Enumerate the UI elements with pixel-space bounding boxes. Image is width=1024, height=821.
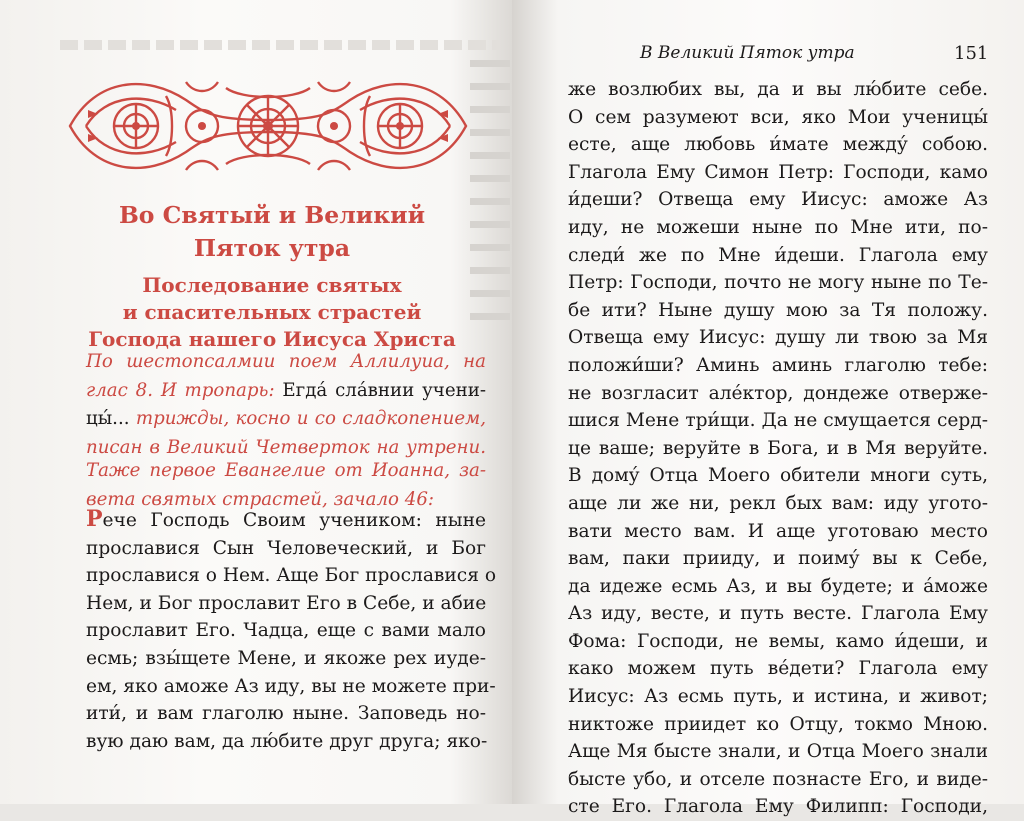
rubric-line: вета святых страстей, зачало 46:	[86, 488, 435, 510]
rubric-line: Таже первое Евангелие от Иоанна, за-	[86, 460, 486, 481]
text-line: есмь; взы́щете Мене, и якоже рех иуде-	[86, 647, 486, 669]
rubric-line	[86, 405, 486, 434]
text-line: прославися Сын Человеческий, и Бог	[86, 537, 486, 559]
rubric-line	[86, 377, 486, 406]
text-line: никтоже приидет ко Отцу, токмо Мною.	[568, 713, 988, 735]
title-line: Пяток утра	[193, 234, 351, 262]
rubric-line: По шестопсалмии поем Аллилуиа, на	[86, 351, 486, 372]
text-line: сте Его. Глагола Ему Филипп: Господи,	[568, 796, 988, 818]
title-line: Во Святый и Великий	[118, 201, 426, 229]
text-line: О сем разумеют вси, яко Мои ученицы́	[568, 106, 988, 128]
text-line: бе ити? Ныне душу мою за Тя положу.	[568, 299, 988, 321]
text-line: же возлюбих вы, да и вы лю́бите себе.	[568, 79, 988, 100]
text-line: Глагола Ему Симон Петр: Господи, камо	[568, 161, 988, 183]
text-line: Петр: Господи, почто не могу ныне по Те-	[568, 272, 988, 294]
text-line: Фома: Господи, не вемы, камо и́дeши, и	[568, 630, 988, 652]
text-line	[86, 506, 486, 535]
text-line: да идеже есмь Аз, и вы будете; и а́може	[568, 575, 988, 597]
text-line: В дому́ Отца Моего обители многи суть,	[568, 465, 988, 487]
text-line: Аще Мя бысте знали, и Отца Моего знали	[568, 741, 988, 763]
text-line: иду, не можеши ныне по Мне ити, по-	[568, 216, 988, 238]
text-line: ити́, и вам глаголю ныне. Заповедь но-	[86, 703, 486, 725]
page-subtitle	[62, 272, 482, 353]
troparion-incipit: Егда́ сла́внии учени-	[282, 379, 486, 401]
text-line: како можем путь ве́дети? Глагола ему	[568, 658, 988, 680]
text-line: шися Мене три́щи. Да не смущается серд-	[568, 410, 988, 432]
left-page	[0, 0, 512, 804]
text-line: вам, паки прииду, и поиму́ вы к Себе,	[568, 548, 988, 570]
text-line: це ваше; веруйте в Бога, и в Мя веруйте.	[568, 437, 988, 459]
text-line: вую даю вам, да лю́бите друг друга; яко-	[86, 730, 488, 752]
text-line: Нем, и Бог прославит Его в Себе, и абие	[86, 592, 487, 614]
text-line: прославит Его. Чадца, еще с вами мало	[86, 620, 486, 642]
text-line: аще ли же ни, рекл бых вам: иду угото-	[568, 492, 988, 514]
text-fragment: ече Господь Своим учеником: ныне	[102, 510, 486, 531]
troparion-incipit: цы́...	[86, 408, 130, 430]
text-line: Отвеща ему Иисус: душу ли твою за Мя	[568, 327, 988, 349]
subtitle-line: Последование святых	[142, 273, 402, 297]
text-line: есте, аще любовь и́мате между́ собою.	[568, 134, 988, 156]
text-line: вати место вам. И аще уготоваю место	[568, 520, 988, 542]
rubric-text: трижды, косно и со сладкопением,	[129, 408, 486, 430]
rubric-text: глас 8. И тропарь:	[86, 379, 283, 401]
subtitle-line: и спасительных страстей	[122, 300, 422, 324]
text-line: не возгласит але́ктор, дондеже отверже-	[568, 382, 988, 404]
gospel-text-left	[86, 506, 497, 755]
text-line: Иисус: Аз есмь путь, и истина, и живот;	[568, 686, 988, 708]
gospel-text-right	[568, 76, 988, 821]
text-line: бысте убо, и отселе познасте Его, и виде-	[568, 768, 988, 790]
rubric-troparion	[86, 348, 486, 462]
text-line: Аз иду, весте, и путь весте. Глагола Ему	[568, 603, 988, 625]
text-line: следи́ же по Мне и́дeши. Глагола ему	[568, 244, 988, 266]
page-number: 151	[954, 43, 989, 64]
text-line: положи́ши? Аминь аминь глаголю тебе:	[568, 354, 988, 376]
text-line: и́дeши? Отвеща ему Иисус: аможе Аз	[568, 189, 988, 211]
page-title	[62, 199, 482, 265]
text-line: прославися о Нем. Аще Бог прославися о	[86, 565, 497, 587]
drop-cap: Р	[86, 506, 103, 532]
decorative-headpiece-icon	[66, 70, 470, 182]
subtitle-line: Господа нашего Иисуса Христа	[88, 327, 456, 351]
bleed-through-header	[60, 40, 500, 50]
rubric-line: писан в Великий Четверток на утрени.	[86, 436, 486, 458]
text-line: ем, яко аможе Аз иду, вы не можете при-	[86, 675, 496, 697]
running-head: В Великий Пяток утра	[640, 43, 855, 63]
